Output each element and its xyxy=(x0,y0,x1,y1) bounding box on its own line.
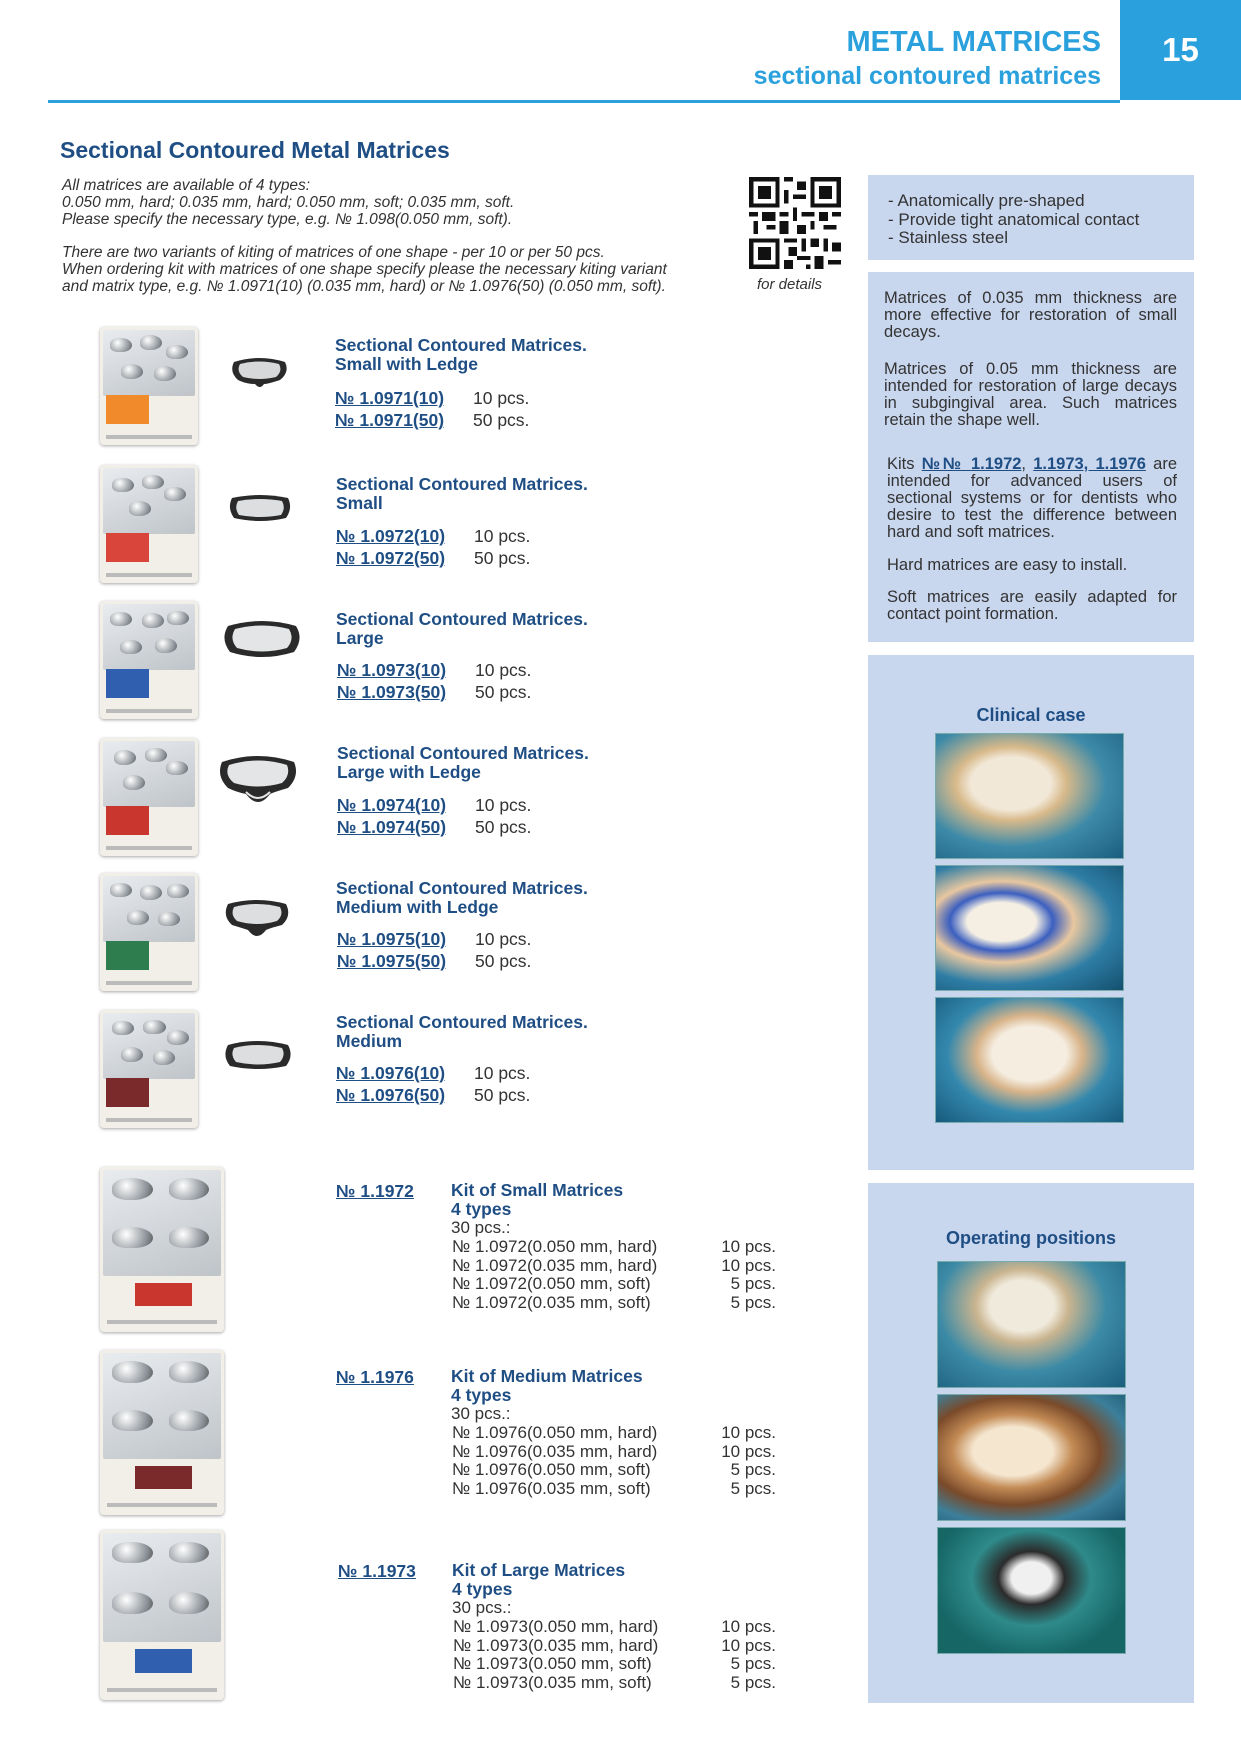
kit-code[interactable]: № 1.1972 xyxy=(336,1181,414,1201)
clinical-photo-3 xyxy=(935,997,1124,1123)
product-name xyxy=(337,744,589,782)
product-name xyxy=(336,1013,588,1051)
product-qty: 50 pcs. xyxy=(473,410,530,430)
product-qty: 10 pcs. xyxy=(475,660,532,680)
kit-name-line-2: 4 types xyxy=(452,1579,513,1599)
kit-line-qty: 5 pcs. xyxy=(730,1292,776,1312)
qr-code-icon[interactable] xyxy=(749,177,841,269)
product-box-label xyxy=(106,669,149,697)
kit-line-item: № 1.0972(0.035 mm, hard) xyxy=(452,1255,658,1275)
header-title: METAL MATRICES xyxy=(846,26,1101,58)
kit-contents xyxy=(452,1238,657,1312)
info-p3-prefix: Kits xyxy=(887,455,922,473)
matrix-small-icon xyxy=(226,488,294,528)
kit-name-line-2: 4 types xyxy=(451,1385,512,1405)
product-code-10[interactable]: № 1.0976(10) xyxy=(336,1063,446,1083)
kit-line-item: № 1.0973(0.035 mm, soft) xyxy=(453,1672,652,1692)
product-name xyxy=(335,336,587,374)
product-name-line-1: Sectional Contoured Matrices. xyxy=(336,474,588,494)
qr-caption: for details xyxy=(757,276,823,293)
kit-total: 30 pcs.: xyxy=(451,1404,511,1423)
product-name-line-2: Large xyxy=(336,628,384,648)
kit-box-label xyxy=(135,1466,192,1489)
product-name xyxy=(336,610,588,648)
kit-line-item: № 1.0976(0.035 mm, hard) xyxy=(452,1441,658,1461)
kit-contents xyxy=(453,1618,658,1692)
product-name xyxy=(336,879,588,917)
kit-name-line-1: Kit of Small Matrices xyxy=(451,1180,624,1200)
product-box-image xyxy=(100,738,198,856)
kit-name-line-2: 4 types xyxy=(451,1199,512,1219)
kit-line-qty: 5 pcs. xyxy=(730,1672,776,1692)
product-qty: 50 pcs. xyxy=(474,548,531,568)
kit-box-image xyxy=(100,1350,224,1515)
product-code-50[interactable]: № 1.0973(50) xyxy=(337,682,447,702)
intro-line: All matrices are available of 4 types: xyxy=(62,177,311,194)
kit-line-qty: 5 pcs. xyxy=(730,1478,776,1498)
intro-paragraph-1 xyxy=(62,177,514,228)
kit-name-line-1: Kit of Medium Matrices xyxy=(451,1366,643,1386)
info-p4: Hard matrices are easy to install. xyxy=(887,556,1128,574)
kit-line-item: № 1.0976(0.050 mm, soft) xyxy=(452,1460,651,1479)
kit-code[interactable]: № 1.1973 xyxy=(338,1561,416,1581)
kit-box-label xyxy=(135,1283,192,1306)
clinical-photo-2 xyxy=(935,865,1124,991)
product-name-line-1: Sectional Contoured Matrices. xyxy=(336,878,588,898)
product-code-50[interactable]: № 1.0972(50) xyxy=(336,548,446,568)
info-p5: Soft matrices are easily adapted for contact point formation. xyxy=(887,588,1177,623)
product-box-image xyxy=(100,327,198,445)
features-panel xyxy=(868,175,1194,260)
page-number-box xyxy=(1120,0,1241,100)
matrix-small-ledge-icon xyxy=(228,350,291,390)
kit-line-item: № 1.0973(0.050 mm, soft) xyxy=(453,1654,652,1673)
product-box-label xyxy=(106,533,149,561)
intro-line: and matrix type, e.g. № 1.0971(10) (0.035 mm, hard) or № 1.0976(50) (0.050 mm, soft). xyxy=(62,278,666,295)
kit-line-item: № 1.0972(0.050 mm, hard) xyxy=(452,1237,658,1256)
feature-item: - Stainless steel xyxy=(888,228,1008,247)
product-name-line-2: Small with Ledge xyxy=(335,354,478,374)
product-box-image xyxy=(100,601,198,719)
clinical-case-title: Clinical case xyxy=(976,705,1086,725)
product-qty: 50 pcs. xyxy=(475,817,532,837)
feature-item: - Anatomically pre-shaped xyxy=(888,191,1085,210)
kit-line-qty: 5 pcs. xyxy=(730,1274,776,1293)
kit-line-qty: 10 pcs. xyxy=(721,1423,776,1442)
operating-positions-title: Operating positions xyxy=(945,1228,1116,1248)
product-name-line-2: Large with Ledge xyxy=(337,762,481,782)
product-qty: 10 pcs. xyxy=(473,388,530,408)
kit-name xyxy=(452,1561,625,1599)
product-box-image xyxy=(100,1010,198,1128)
kit-line-qty: 10 pcs. xyxy=(721,1441,776,1461)
product-qty: 10 pcs. xyxy=(474,526,531,546)
header-divider xyxy=(48,100,1120,103)
kit-line-qty: 5 pcs. xyxy=(730,1460,776,1479)
intro-line: Please specify the necessary type, e.g. № 1.098(0.050 mm, soft). xyxy=(62,211,513,228)
operating-photo-2 xyxy=(937,1394,1126,1521)
clinical-photo-1 xyxy=(935,733,1124,859)
kit-line-qty: 10 pcs. xyxy=(721,1617,776,1636)
matrix-medium-ledge-icon xyxy=(222,892,292,940)
product-code-50[interactable]: № 1.0976(50) xyxy=(336,1085,446,1105)
product-qty: 50 pcs. xyxy=(475,682,532,702)
kit-line-item: № 1.0972(0.050 mm, soft) xyxy=(452,1274,651,1293)
kit-code[interactable]: № 1.1976 xyxy=(336,1367,414,1387)
kit-line-item: № 1.0972(0.035 mm, soft) xyxy=(452,1292,651,1312)
kit-name xyxy=(451,1181,623,1219)
product-qty: 50 pcs. xyxy=(474,1085,531,1105)
intro-line: 0.050 mm, hard; 0.035 mm, hard; 0.050 mm, soft; 0.035 mm, soft. xyxy=(62,194,515,211)
kit-total: 30 pcs.: xyxy=(451,1218,511,1237)
intro-line: There are two variants of kiting of matrices of one shape - per 10 or per 50 pcs. xyxy=(62,244,605,261)
product-box-image xyxy=(100,873,198,991)
kit-name xyxy=(451,1367,643,1405)
section-title: Sectional Contoured Metal Matrices xyxy=(60,137,450,163)
kit-total: 30 pcs.: xyxy=(452,1598,512,1617)
kit-quantities xyxy=(714,1424,776,1498)
product-name xyxy=(336,475,588,513)
product-name-line-2: Medium xyxy=(336,1031,403,1051)
product-qty: 50 pcs. xyxy=(475,951,532,971)
product-box-label xyxy=(106,806,149,834)
kit-line-qty: 5 pcs. xyxy=(730,1654,776,1673)
product-code-10[interactable]: № 1.0974(10) xyxy=(337,795,447,815)
intro-paragraph-2 xyxy=(62,244,667,295)
product-qty: 10 pcs. xyxy=(475,795,532,815)
product-name-line-1: Sectional Contoured Matrices. xyxy=(336,1012,588,1032)
info-p3-comma: , xyxy=(1021,455,1034,473)
kit-contents xyxy=(452,1424,657,1498)
kit-line-item: № 1.0976(0.035 mm, soft) xyxy=(452,1478,651,1498)
kit-line-item: № 1.0976(0.050 mm, hard) xyxy=(452,1423,658,1442)
product-code-10[interactable]: № 1.0975(10) xyxy=(337,929,447,949)
info-p2: Matrices of 0.05 mm thickness are intended for restoration of large decays in subgingival area. Such matrices retain the shape well. xyxy=(884,360,1177,429)
info-p3 xyxy=(887,456,1177,541)
product-qty: 10 pcs. xyxy=(474,1063,531,1083)
product-code-10[interactable]: № 1.0973(10) xyxy=(337,660,447,680)
product-name-line-2: Small xyxy=(336,493,383,513)
operating-photo-3 xyxy=(937,1527,1126,1654)
product-box-label xyxy=(106,395,149,423)
kit-link-1972[interactable]: №№ 1.1972 xyxy=(921,455,1022,473)
matrix-large-ledge-icon xyxy=(216,748,300,808)
product-code-50[interactable]: № 1.0971(50) xyxy=(335,410,445,430)
kit-link-1973-1976[interactable]: 1.1973, 1.1976 xyxy=(1033,455,1146,473)
product-name-line-1: Sectional Contoured Matrices. xyxy=(337,743,589,763)
kit-box-label xyxy=(135,1649,192,1673)
page-number: 15 xyxy=(1162,31,1199,68)
kit-box-image xyxy=(100,1167,224,1332)
kit-line-qty: 10 pcs. xyxy=(721,1635,776,1655)
clinical-case-panel xyxy=(868,655,1194,1170)
product-box-image xyxy=(100,465,198,583)
kit-line-qty: 10 pcs. xyxy=(721,1237,776,1256)
product-box-label xyxy=(106,941,149,969)
intro-line: When ordering kit with matrices of one shape specify please the necessary kiting variant xyxy=(62,261,667,278)
product-code-50[interactable]: № 1.0975(50) xyxy=(337,951,447,971)
kit-name-line-1: Kit of Large Matrices xyxy=(452,1560,626,1580)
product-box-label xyxy=(106,1078,149,1106)
info-p3-suffix: are intended for advanced users of sectional systems or for dentists who desire to test the difference between hard and soft matrices. xyxy=(887,455,1178,541)
matrix-large-icon xyxy=(220,612,304,666)
operating-photo-1 xyxy=(937,1261,1126,1388)
product-code-10[interactable]: № 1.0972(10) xyxy=(336,526,446,546)
matrix-medium-icon xyxy=(222,1034,294,1076)
kit-line-qty: 10 pcs. xyxy=(721,1255,776,1275)
kit-box-image xyxy=(100,1530,224,1700)
info-panel xyxy=(868,272,1194,642)
kit-line-item: № 1.0973(0.035 mm, hard) xyxy=(453,1635,659,1655)
product-name-line-2: Medium with Ledge xyxy=(336,897,499,917)
product-qty: 10 pcs. xyxy=(475,929,532,949)
kit-quantities xyxy=(714,1618,776,1692)
product-name-line-1: Sectional Contoured Matrices. xyxy=(336,609,588,629)
info-p1: Matrices of 0.035 mm thickness are more effective for restoration of small decays. xyxy=(884,289,1177,341)
operating-positions-panel xyxy=(868,1183,1194,1703)
header-subtitle: sectional contoured matrices xyxy=(753,62,1101,90)
product-code-50[interactable]: № 1.0974(50) xyxy=(337,817,447,837)
feature-item: - Provide tight anatomical contact xyxy=(888,209,1140,229)
product-code-10[interactable]: № 1.0971(10) xyxy=(335,388,445,408)
kit-quantities xyxy=(714,1238,776,1312)
product-name-line-1: Sectional Contoured Matrices. xyxy=(335,335,587,355)
kit-line-item: № 1.0973(0.050 mm, hard) xyxy=(453,1617,659,1636)
